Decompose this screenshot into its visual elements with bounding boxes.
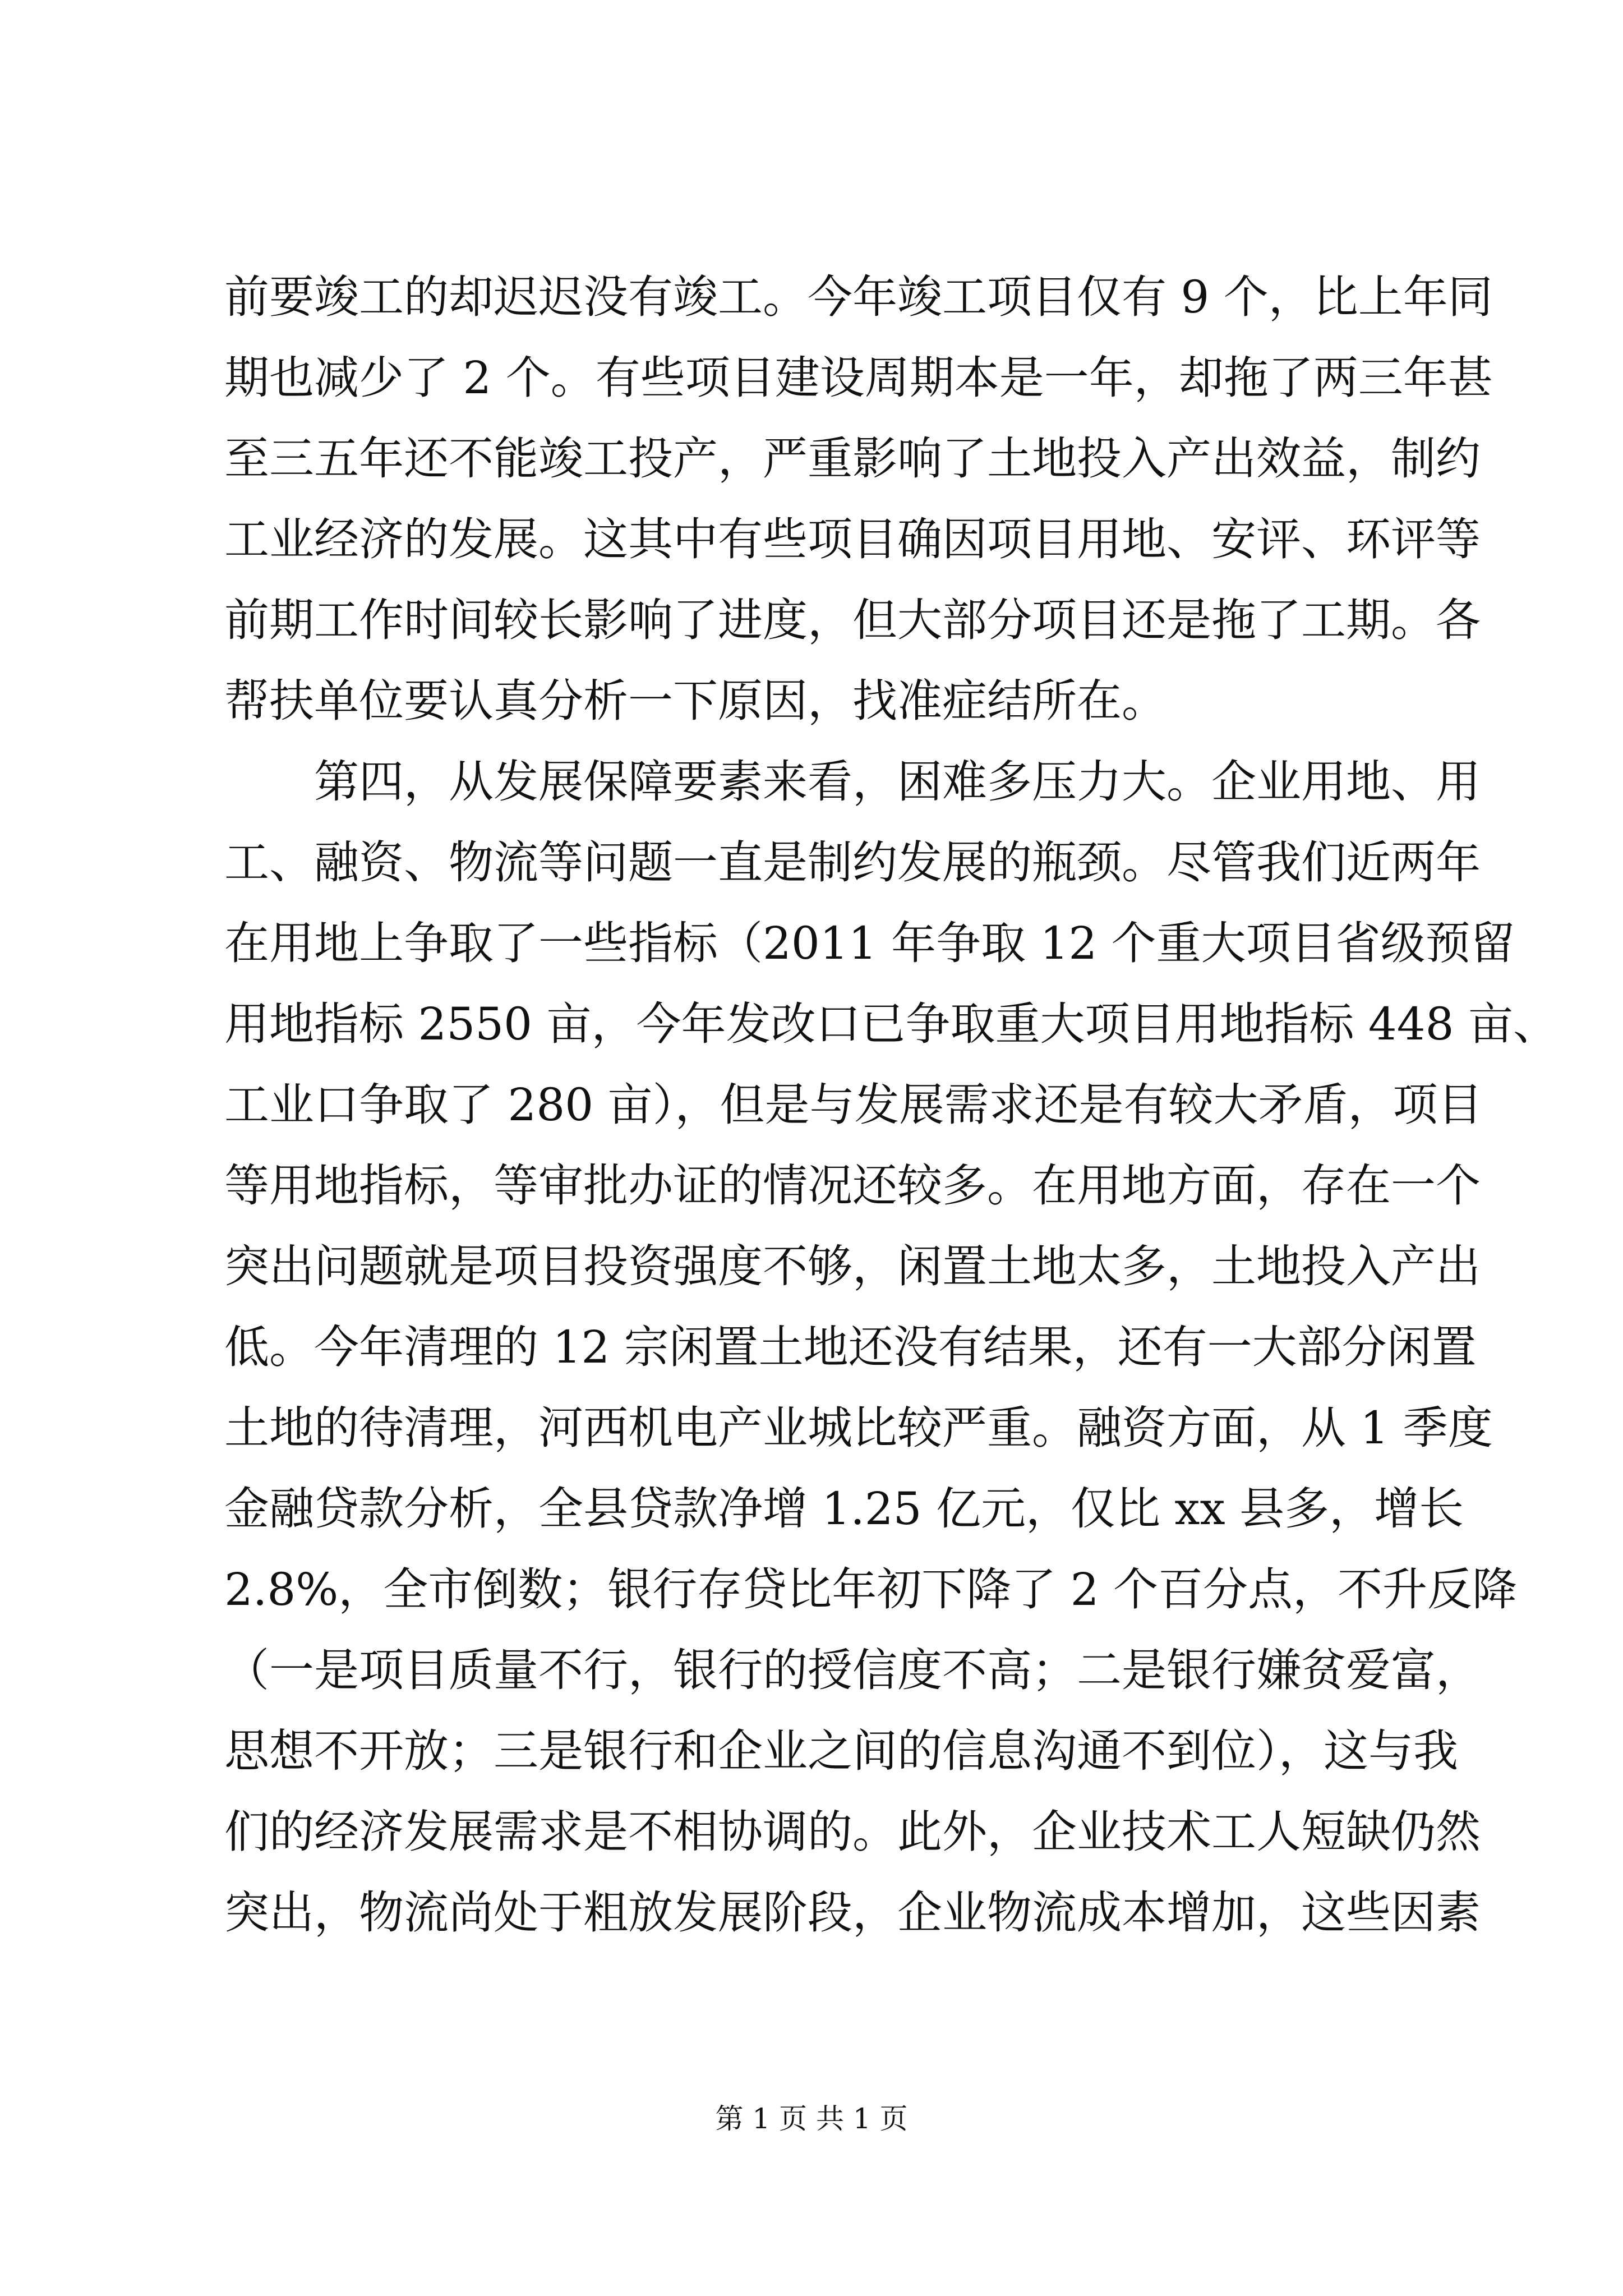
text-line: 低。今年清理的 12 宗闲置土地还没有结果，还有一大部分闲置 xyxy=(224,1321,1477,1373)
text-line: 突出，物流尚处于粗放发展阶段，企业物流成本增加，这些因素 xyxy=(224,1887,1481,1939)
text-line: 等用地指标，等审批办证的情况还较多。在用地方面，存在一个 xyxy=(224,1159,1481,1212)
text-line: 金融贷款分析，全县贷款净增 1.25 亿元，仅比 xx 县多，增长 xyxy=(224,1483,1464,1535)
text-line: （一是项目质量不行，银行的授信度不高；二是银行嫌贫爱富， xyxy=(224,1644,1481,1696)
paragraph-start-line: 第四，从发展保障要素来看，困难多压力大。企业用地、用 xyxy=(314,756,1481,808)
text-line: 2.8%，全市倒数；银行存贷比年初下降了 2 个百分点，不升反降 xyxy=(224,1563,1517,1616)
text-line: 思想不开放；三是银行和企业之间的信息沟通不到位），这与我 xyxy=(224,1725,1458,1777)
text-line: 前期工作时间较长影响了进度，但大部分项目还是拖了工期。各 xyxy=(224,594,1481,646)
text-line: 前要竣工的却迟迟没有竣工。今年竣工项目仅有 9 个，比上年同 xyxy=(224,271,1493,323)
text-line: 至三五年还不能竣工投产，严重影响了土地投入产出效益，制约 xyxy=(224,432,1481,485)
text-line: 工业口争取了 280 亩），但是与发展需求还是有较大矛盾，项目 xyxy=(224,1079,1483,1131)
page-footer xyxy=(0,2099,1623,2138)
text-line: 工业经济的发展。这其中有些项目确因项目用地、安评、环评等 xyxy=(224,513,1481,565)
text-line: 土地的待清理，河西机电产业城比较严重。融资方面，从 1 季度 xyxy=(224,1402,1493,1454)
paragraph-end-line: 帮扶单位要认真分析一下原因，找准症结所在。 xyxy=(224,675,1166,727)
text-line: 在用地上争取了一些指标（2011 年争取 12 个重大项目省级预留 xyxy=(224,917,1515,969)
text-line: 工、融资、物流等问题一直是制约发展的瓶颈。尽管我们近两年 xyxy=(224,836,1481,889)
page-number-label: 第 1 页 共 1 页 xyxy=(715,2102,908,2135)
document-body xyxy=(224,257,1559,1953)
text-line: 们的经济发展需求是不相协调的。此外，企业技术工人短缺仍然 xyxy=(224,1806,1481,1858)
text-line: 期也减少了 2 个。有些项目建设周期本是一年，却拖了两三年甚 xyxy=(224,352,1493,404)
text-line: 用地指标 2550 亩，今年发改口已争取重大项目用地指标 448 亩、 xyxy=(224,998,1559,1050)
text-line: 突出问题就是项目投资强度不够，闲置土地太多，土地投入产出 xyxy=(224,1240,1481,1292)
